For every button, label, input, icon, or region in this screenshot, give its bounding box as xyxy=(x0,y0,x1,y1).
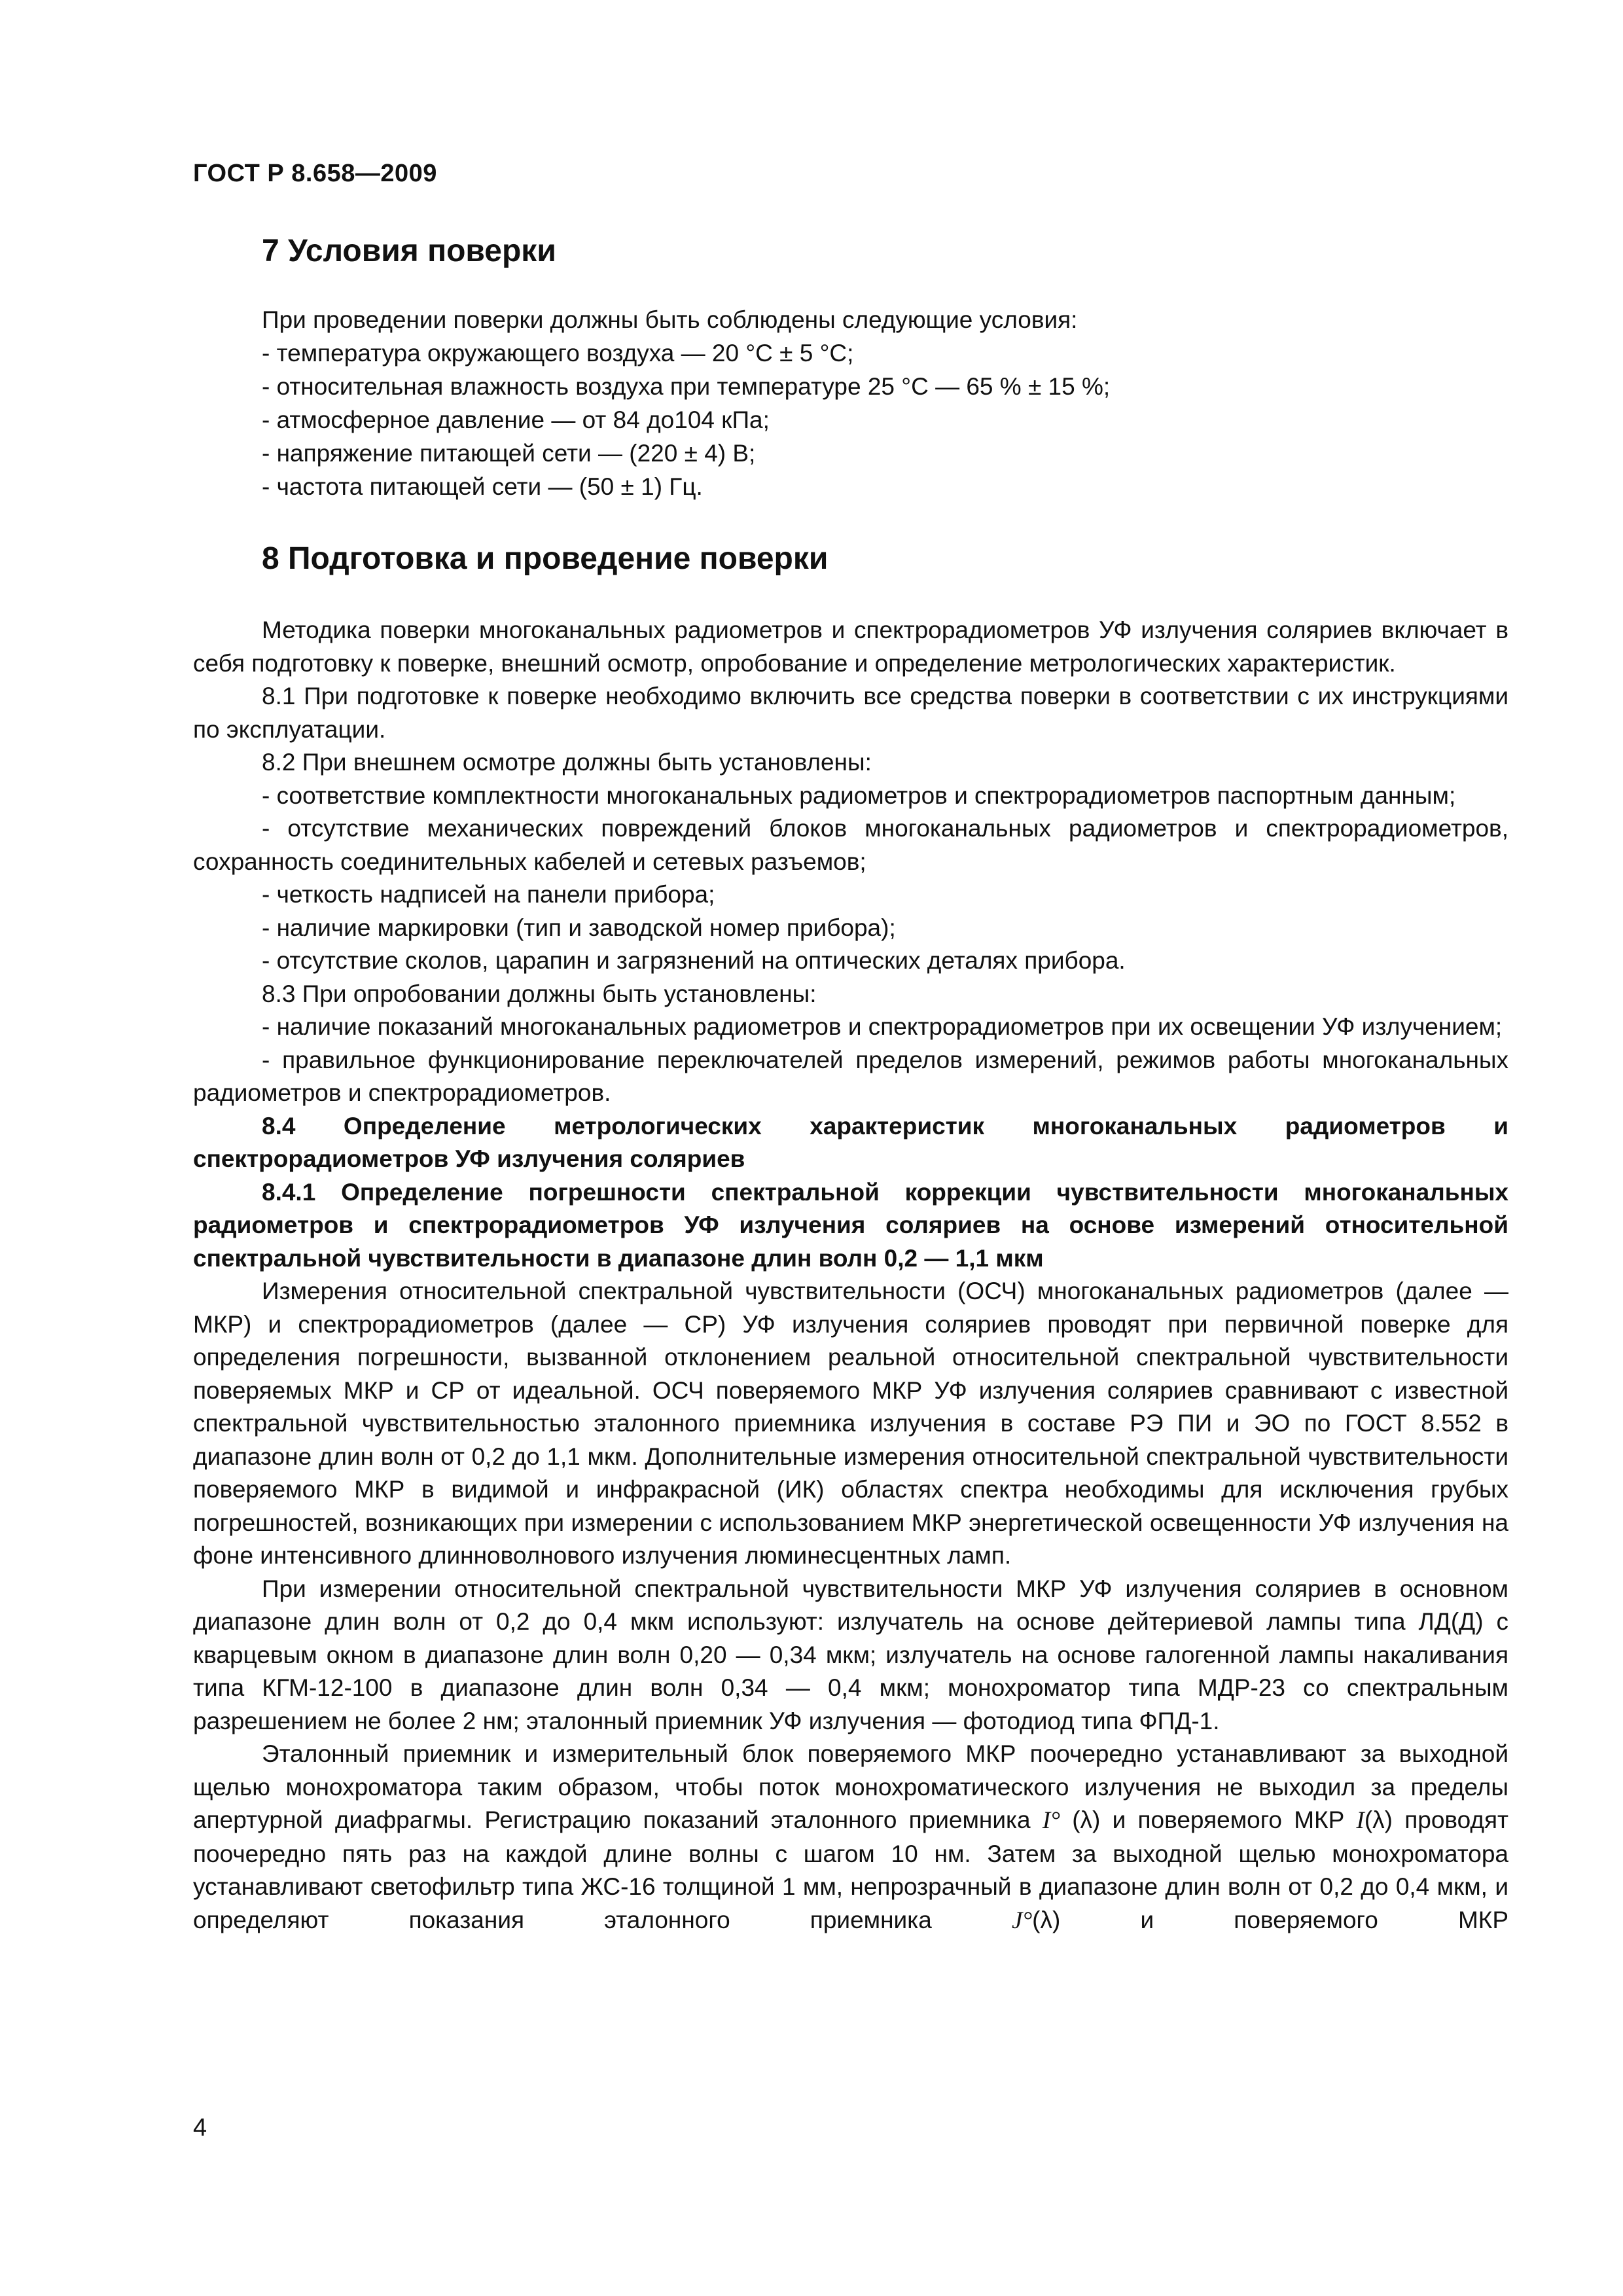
section-8-title: 8 Подготовка и проведение поверки xyxy=(262,541,829,576)
condition-frequency: - частота питающей сети — (50 ± 1) Гц. xyxy=(262,473,703,500)
procedure-text-1: Эталонный приемник и измерительный блок поверяемого МКР поочередно устанавливают за выходной щелью монохроматора таким образом, чтобы поток монохроматического излучения не выходил за пределы апертурной диафрагмы. Регистрацию показаний эталонного приемника xyxy=(193,1740,1508,1833)
paragraph-8-3-a: - наличие показаний многоканальных радиометров и спектрорадиометров при их освещении УФ излучением; xyxy=(262,1013,1503,1040)
page-number: 4 xyxy=(193,2114,207,2142)
paragraph-intro: Методика поверки многоканальных радиометров и спектрорадиометров УФ излучения соляриев включает в себя подготовку к поверке, внешний осмотр, опробование и определение метрологических характеристик. xyxy=(193,617,1508,677)
condition-intro: При проведении поверки должны быть соблюдены следующие условия: xyxy=(262,306,1078,333)
symbol-reference-reading: I° xyxy=(1042,1807,1060,1834)
procedure-text-3: (λ) проводят поочередно пять раз на каждой длине волны с шагом 10 нм. Затем за выходной щелью монохроматора устанавливают светофильтр типа ЖС-16 толщиной 1 мм, непрозрачный в диапазоне длин волн от 0,2 до 0,4 мкм, и определяют показания эталонного приемника xyxy=(193,1806,1508,1933)
paragraph-8-3: 8.3 При опробовании должны быть установлены: xyxy=(262,980,817,1007)
paragraph-8-2-c: - четкость надписей на панели прибора; xyxy=(262,881,715,908)
paragraph-osch: Измерения относительной спектральной чувствительности (ОСЧ) многоканальных радиометров (далее — МКР) и спектрорадиометров (далее — СР) УФ излучения соляриев проводят при первичной поверке для определения погрешности, вызванной отклонением реальной относительной спектральной чувствительности поверяемых МКР и СР от идеальной. ОСЧ поверяемого МКР УФ излучения соляриев сравнивают с известной спектральной чувствительностью эталонного приемника излучения в составе РЭ ПИ и ЭО по ГОСТ 8.552 в диапазоне длин волн от 0,2 до 1,1 мкм. Дополнительные измерения относительной спектральной чувствительности поверяемого МКР в видимой и инфракрасной (ИК) областях спектра необходимы для исключения грубых погрешностей, возникающих при измерении с использованием МКР энергетической освещенности УФ излучения на фоне интенсивного длинноволнового излучения люминесцентных ламп. xyxy=(193,1278,1508,1569)
paragraph-8-2-a: - соответствие комплектности многоканальных радиометров и спектрорадиометров паспортным данным; xyxy=(262,781,1456,809)
section-7-title: 7 Условия поверки xyxy=(262,234,556,268)
paragraph-procedure xyxy=(193,1738,1508,1937)
paragraph-8-1: 8.1 При подготовке к поверке необходимо включить все средства поверки в соответствии с их инструкциями по эксплуатации. xyxy=(193,683,1508,743)
section-8-body xyxy=(193,614,1508,1937)
symbol-reference-filtered-reading: J° xyxy=(1011,1907,1033,1934)
section-7-conditions xyxy=(262,303,1110,503)
paragraph-8-2-b: - отсутствие механических повреждений блоков многоканальных радиометров и спектрорадиометров, сохранность соединительных кабелей и сетевых разъемов; xyxy=(193,815,1508,875)
condition-temperature: - температура окружающего воздуха — 20 °С ± 5 °С; xyxy=(262,340,854,367)
document-header: ГОСТ Р 8.658—2009 xyxy=(193,160,437,187)
heading-8-4-1: 8.4.1 Определение погрешности спектральной коррекции чувствительности многоканальных радиометров и спектрорадиометров УФ излучения соляриев на основе измерений относительной спектральной чувствительности в диапазоне длин волн 0,2 — 1,1 мкм xyxy=(193,1178,1508,1272)
symbol-mkr-reading: I xyxy=(1356,1807,1364,1834)
condition-voltage: - напряжение питающей сети — (220 ± 4) В; xyxy=(262,440,756,467)
paragraph-equipment: При измерении относительной спектральной чувствительности МКР УФ излучения соляриев в основном диапазоне длин волн от 0,2 до 0,4 мкм используют: излучатель на основе дейтериевой лампы типа ЛД(Д) с кварцевым окном в диапазоне длин волн 0,20 — 0,34 мкм; излучатель на основе галогенной лампы накаливания типа КГМ-12-100 в диапазоне длин волн 0,34 — 0,4 мкм; монохроматор типа МДР-23 со спектральным разрешением не более 2 нм; эталонный приемник УФ излучения — фотодиод типа ФПД-1. xyxy=(193,1575,1508,1734)
paragraph-8-2-e: - отсутствие сколов, царапин и загрязнений на оптических деталях прибора. xyxy=(262,947,1126,974)
paragraph-8-2: 8.2 При внешнем осмотре должны быть установлены: xyxy=(262,749,872,776)
paragraph-8-3-b: - правильное функционирование переключателей пределов измерений, режимов работы многоканальных радиометров и спектрорадиометров. xyxy=(193,1046,1508,1106)
paragraph-8-2-d: - наличие маркировки (тип и заводской номер прибора); xyxy=(262,914,896,941)
condition-humidity: - относительная влажность воздуха при температуре 25 °С — 65 % ± 15 %; xyxy=(262,373,1111,400)
heading-8-4: 8.4 Определение метрологических характеристик многоканальных радиометров и спектрорадиометров УФ излучения соляриев xyxy=(193,1112,1508,1172)
procedure-text-2: (λ) и поверяемого МКР xyxy=(1060,1806,1357,1833)
condition-pressure: - атмосферное давление — от 84 до104 кПа; xyxy=(262,406,770,433)
procedure-text-4: (λ) и поверяемого МКР xyxy=(1032,1906,1509,1933)
